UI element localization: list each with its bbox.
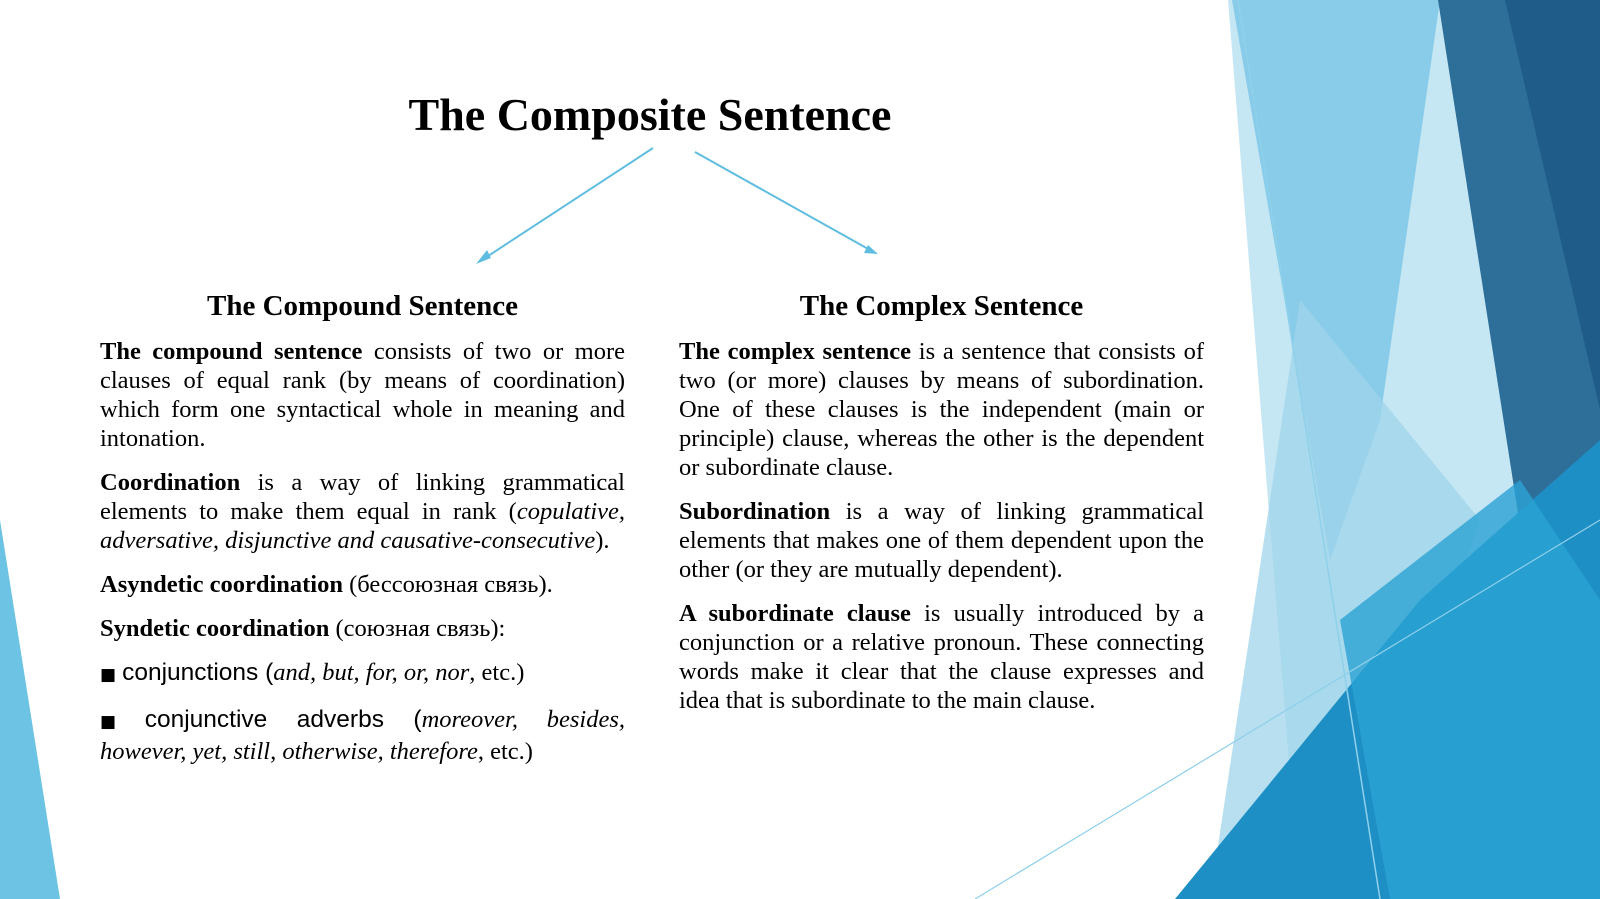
arrow-to-compound xyxy=(476,148,653,264)
bullet-examples: moreover, besides, however, yet, still, otherwise, therefore xyxy=(100,706,626,765)
compound-heading: The Compound Sentence xyxy=(207,290,518,322)
term: The compound sentence xyxy=(100,338,363,365)
definition-text: is usually introduced by a conjunction or a relative pronoun. These connecting words make it clear that the clause expresses and idea that is subordinate to the main clause. xyxy=(679,600,1205,714)
definition-text: consists of two or more clauses of equal rank (by means of coordination) which form one syntactical whole in meaning and intonation. xyxy=(100,338,625,452)
definition-text: is a way of linking grammatical elements to make them equal in rank ( xyxy=(100,469,625,525)
term: Asyndetic coordination xyxy=(100,571,343,598)
syndetic-coordination xyxy=(100,614,625,643)
complex-definition xyxy=(679,337,1204,482)
slide-title: The Composite Sentence xyxy=(408,89,892,140)
decor-facet-left xyxy=(0,520,60,899)
complex-column xyxy=(679,289,1204,730)
asyndetic-coordination xyxy=(100,570,625,599)
bullet-tail: , etc.) xyxy=(477,738,533,765)
definition-text: (союзная связь): xyxy=(329,615,506,642)
bullet-tail: , etc.) xyxy=(469,659,525,686)
definition-text: is a way of linking grammatical elements that makes one of them dependent upon the other (or they are mutually dependent). xyxy=(679,498,1204,583)
term: The complex sentence xyxy=(679,338,911,365)
term: Syndetic coordination xyxy=(100,615,330,642)
square-bullet-icon: ■ xyxy=(100,665,117,685)
bullet-label: conjunctive adverbs ( xyxy=(144,706,422,733)
bullet-examples: and, but, for, or, nor xyxy=(273,659,470,686)
bullet-label: conjunctions ( xyxy=(122,659,274,686)
term: Subordination xyxy=(679,498,831,525)
compound-definition xyxy=(100,337,625,453)
term: A subordinate clause xyxy=(679,600,911,627)
closing: ). xyxy=(595,527,610,554)
definition-text: is a sentence that consists of two (or more) clauses by means of subordination. One of these clauses is the independent (main or principle) clause, whereas the other is the dependent or subordinate clause. xyxy=(679,338,1205,481)
term: Coordination xyxy=(100,469,241,496)
coordination-definition xyxy=(100,468,625,555)
definition-text: (бессоюзная связь). xyxy=(342,571,553,598)
square-bullet-icon: ■ xyxy=(100,712,139,732)
complex-heading: The Complex Sentence xyxy=(799,290,1084,322)
arrow-to-complex xyxy=(695,152,878,254)
bullet-conjunctive-adverbs xyxy=(100,705,625,766)
bullet-conjunctions xyxy=(100,658,625,690)
subordinate-clause-definition xyxy=(679,599,1204,715)
subordination-definition xyxy=(679,497,1204,584)
coordination-types: copulative, adversative, disjunctive and causative-consecutive xyxy=(100,498,625,554)
compound-column xyxy=(100,289,625,781)
